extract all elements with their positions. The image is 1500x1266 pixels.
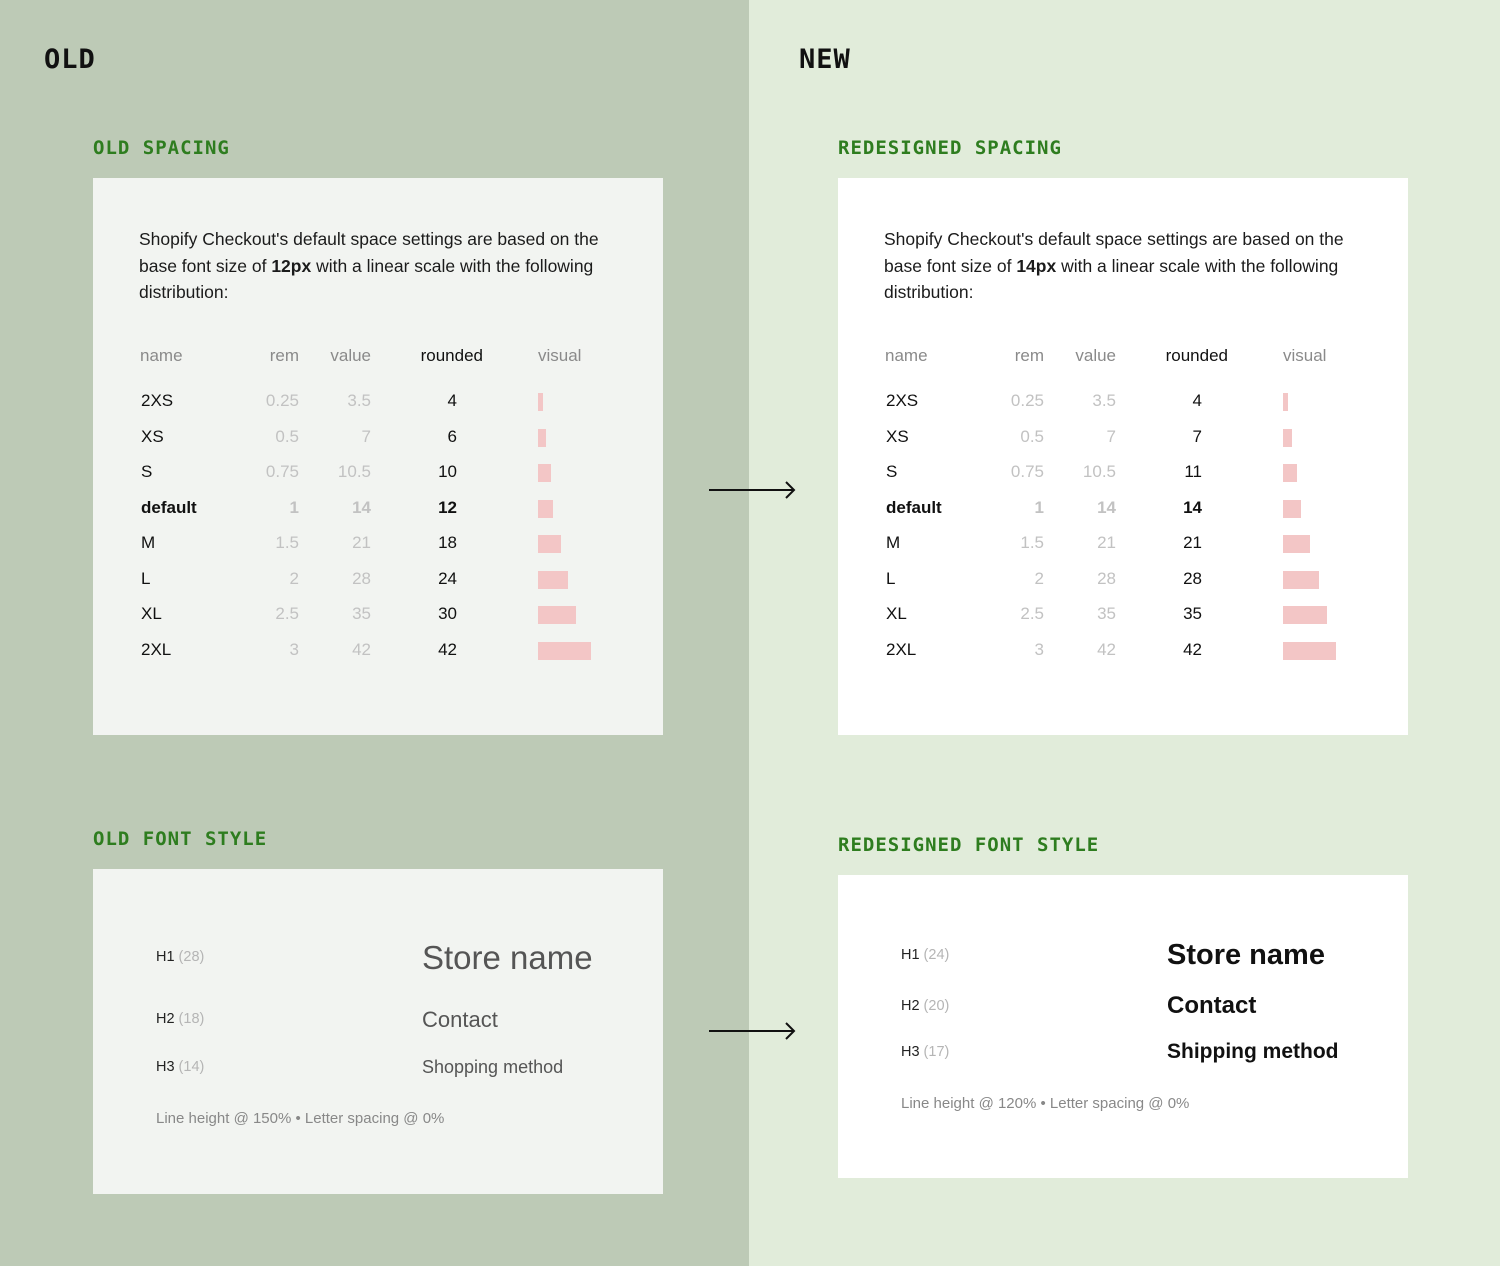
row-rounded: 7 [1192,426,1202,446]
row-visual-bar [538,464,551,482]
new-spacing-title: REDESIGNED SPACING [838,137,1062,159]
new-h2-sample: Contact [1167,992,1257,1019]
row-rounded: 42 [438,639,457,659]
old-spacing-description: Shopify Checkout's default space settings are based on the base font size of 12px with a linear scale with the following distribution: [139,229,599,302]
row-rem: 1.5 [275,533,299,552]
arrow-right-icon [709,481,797,499]
row-value: 7 [361,426,371,446]
row-name: 2XL [141,639,172,659]
row-visual-bar [538,642,591,660]
arrow-right-icon [709,1022,797,1040]
old-panel [0,0,749,1266]
row-visual-bar [1283,500,1301,518]
row-name: default [886,497,942,517]
row-rem: 0.25 [265,391,299,410]
new-h3-sample: Shipping method [1167,1040,1339,1063]
row-rounded: 4 [447,391,457,410]
old-h3-label: H3 (14) [156,1059,205,1075]
row-value: 3.5 [1092,391,1116,410]
header-name: name [885,346,928,365]
row-rem: 2.5 [275,604,299,623]
row-rem: 2 [1034,568,1044,588]
new-font-title: REDESIGNED FONT STYLE [838,834,1100,856]
old-font-card [93,869,663,1194]
header-rounded: rounded [420,346,483,365]
row-value: 7 [1106,426,1116,446]
row-name: L [886,568,896,588]
row-rounded: 30 [438,604,457,623]
old-h2-sample: Contact [422,1007,498,1032]
row-rem: 1 [1034,497,1044,517]
row-value: 42 [352,639,371,659]
row-visual-bar [1283,571,1319,589]
row-visual-bar [1283,429,1292,447]
header-value: value [330,346,371,365]
row-name: XL [141,604,162,623]
row-value: 10.5 [1082,462,1116,481]
row-value: 14 [352,497,371,517]
new-font-note: Line height @ 120% • Letter spacing @ 0% [901,1095,1190,1112]
row-visual-bar [1283,535,1310,553]
row-rem: 0.25 [1010,391,1044,410]
row-rem: 0.5 [1020,426,1044,446]
row-name: XS [141,426,164,446]
row-name: S [886,462,898,481]
old-font-title: OLD FONT STYLE [93,828,268,850]
row-name: XS [886,426,909,446]
row-rounded: 18 [438,533,457,552]
old-font-note: Line height @ 150% • Letter spacing @ 0% [156,1110,445,1127]
row-visual-bar [538,571,568,589]
new-h3-label: H3 (17) [901,1044,950,1060]
row-visual-bar [1283,642,1336,660]
row-rounded: 21 [1183,533,1202,552]
row-value: 35 [352,604,371,623]
row-name: 2XS [141,391,174,410]
row-name: S [141,462,153,481]
new-spacing-description: Shopify Checkout's default space settings are based on the base font size of 14px with a linear scale with the following distribution: [884,229,1344,302]
row-value: 21 [352,533,371,552]
header-value: value [1075,346,1116,365]
row-visual-bar [1283,464,1297,482]
new-h2-label: H2 (20) [901,998,950,1014]
row-rem: 3 [1034,639,1044,659]
row-value: 3.5 [347,391,371,410]
row-rounded: 10 [438,462,457,481]
row-rounded: 6 [447,426,457,446]
old-h1-sample: Store name [422,939,593,976]
row-rem: 2.5 [1020,604,1044,623]
row-value: 10.5 [337,462,371,481]
row-rem: 1 [289,497,299,517]
row-name: XL [886,604,907,623]
header-rounded: rounded [1165,346,1228,365]
old-h1-label: H1 (28) [156,949,205,965]
row-rounded: 42 [1183,639,1202,659]
row-rounded: 35 [1183,604,1202,623]
row-rem: 1.5 [1020,533,1044,552]
row-rounded: 14 [1183,497,1202,517]
row-rounded: 4 [1192,391,1202,410]
header-rem: rem [269,346,299,365]
row-rounded: 24 [438,568,457,588]
row-visual-bar [538,429,546,447]
row-name: 2XS [886,391,919,410]
row-value: 35 [1097,604,1116,623]
row-visual-bar [538,393,543,411]
header-name: name [140,346,183,365]
header-visual: visual [1283,346,1327,365]
header-visual: visual [538,346,582,365]
row-name: default [141,497,197,517]
new-font-card [838,875,1408,1178]
row-value: 21 [1097,533,1116,552]
row-rounded: 11 [1184,462,1202,481]
old-spacing-title: OLD SPACING [93,137,230,159]
row-visual-bar [1283,606,1327,624]
row-rem: 3 [289,639,299,659]
new-spacing-card [838,178,1408,735]
row-visual-bar [538,535,561,553]
row-visual-bar [538,500,553,518]
row-value: 42 [1097,639,1116,659]
row-visual-bar [1283,393,1288,411]
new-h1-sample: Store name [1167,939,1325,971]
new-panel [749,0,1500,1266]
row-value: 28 [352,568,371,588]
new-title: NEW [799,44,851,75]
new-h1-label: H1 (24) [901,947,950,963]
row-name: M [886,533,901,552]
row-name: 2XL [886,639,917,659]
old-title: OLD [44,44,96,75]
header-rem: rem [1014,346,1044,365]
row-rem: 0.75 [265,462,299,481]
row-name: L [141,568,151,588]
row-value: 14 [1097,497,1116,517]
old-spacing-card [93,178,663,735]
row-rem: 0.5 [275,426,299,446]
row-value: 28 [1097,568,1116,588]
row-rem: 0.75 [1010,462,1044,481]
old-h2-label: H2 (18) [156,1011,205,1027]
row-visual-bar [538,606,576,624]
row-name: M [141,533,156,552]
row-rounded: 28 [1183,568,1202,588]
row-rounded: 12 [438,497,457,517]
old-h3-sample: Shopping method [422,1057,564,1077]
row-rem: 2 [289,568,299,588]
